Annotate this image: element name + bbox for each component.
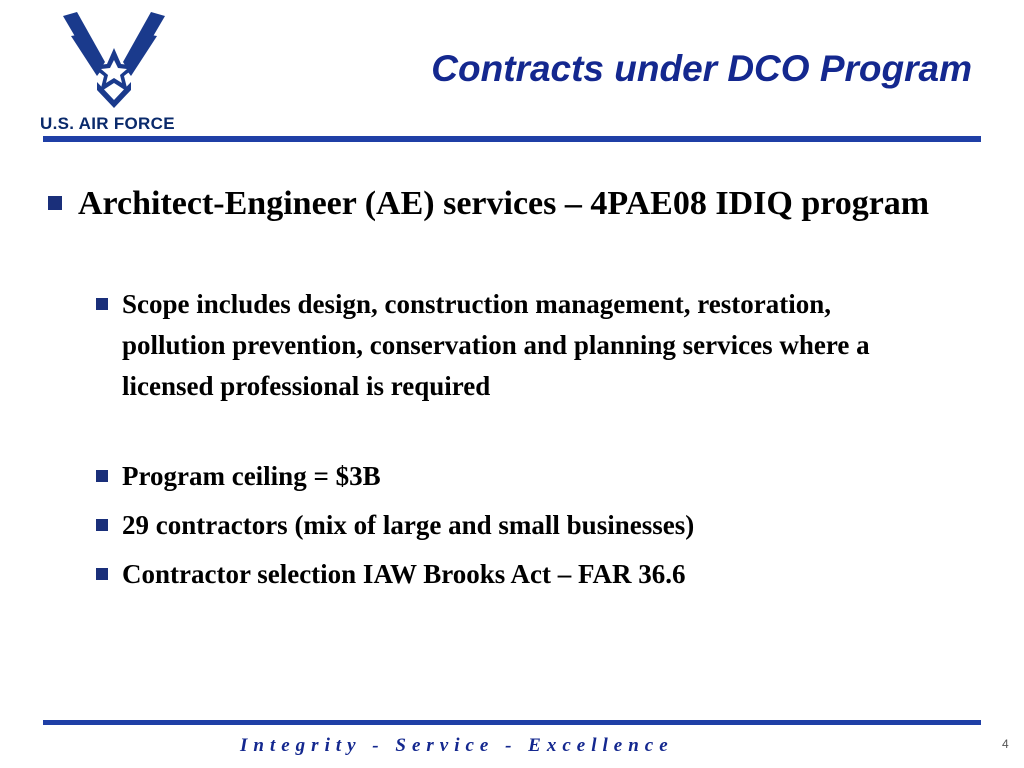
sub-bullet-ceiling: Program ceiling = $3B	[122, 461, 381, 491]
square-bullet-icon	[48, 196, 62, 210]
sub-bullet-contractors: 29 contractors (mix of large and small businesses)	[122, 510, 695, 540]
footer-motto: Integrity - Service - Excellence	[240, 735, 674, 756]
square-bullet-icon	[96, 568, 108, 580]
logo-text: U.S. AIR FORCE	[40, 114, 175, 133]
main-bullet: Architect-Engineer (AE) services – 4PAE08 IDIQ program	[78, 185, 930, 222]
sub-bullet-selection: Contractor selection IAW Brooks Act – FAR 36.6	[122, 559, 686, 589]
sub-bullet-scope: Scope includes design, construction management, restoration, pollution prevention, conservation and planning services where a licensed professional is required	[122, 289, 870, 401]
air-force-symbol-icon	[61, 8, 167, 110]
header-divider	[43, 136, 981, 142]
air-force-logo	[28, 6, 208, 134]
square-bullet-icon	[96, 470, 108, 482]
square-bullet-icon	[96, 519, 108, 531]
footer-divider	[43, 720, 981, 725]
square-bullet-icon	[96, 298, 108, 310]
page-number: 4	[1002, 737, 1009, 751]
slide-title: Contracts under DCO Program	[431, 48, 972, 89]
